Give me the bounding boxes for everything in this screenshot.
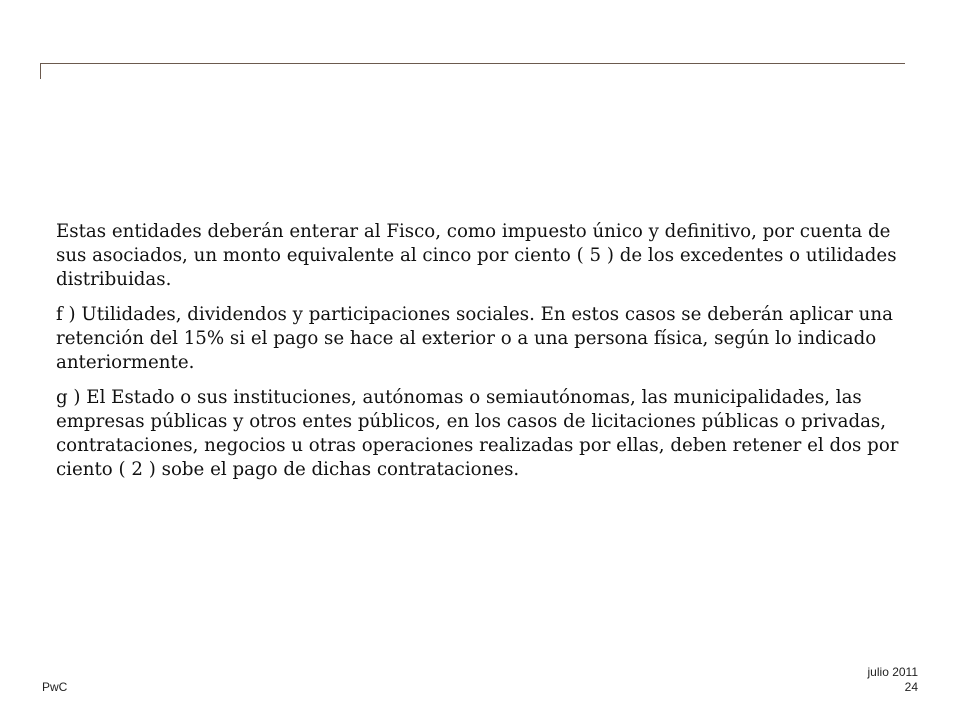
page-number: 24: [904, 680, 918, 694]
header-rule: [40, 63, 905, 64]
slide-body: [56, 220, 904, 493]
footer-brand: PwC: [42, 680, 68, 694]
footer-meta: [868, 665, 918, 695]
header-rule-tick: [40, 63, 41, 79]
paragraph-estado: g ) El Estado o sus instituciones, autónomas o semiautónomas, las municipalidades, las empresas públicas y otros entes públicos, en los casos de licitaciones públicas o privadas, contrataciones, negocios u otras operaciones realizadas por ellas, deben retener el dos por ciento ( 2 ) sobe el pago de dichas contrataciones.: [56, 387, 899, 480]
footer-date: julio 2011: [867, 665, 918, 679]
paragraph-utilidades: f ) Utilidades, dividendos y participaciones sociales. En estos casos se deberán aplicar una retención del 15% si el pago se hace al exterior o a una persona física, según lo indicado anteriormente.: [56, 304, 893, 373]
paragraph-entidades: Estas entidades deberán enterar al Fisco, como impuesto único y definitivo, por cuenta de sus asociados, un monto equivalente al cinco por ciento ( 5 ) de los excedentes o utilidades distribuidas.: [56, 221, 897, 290]
